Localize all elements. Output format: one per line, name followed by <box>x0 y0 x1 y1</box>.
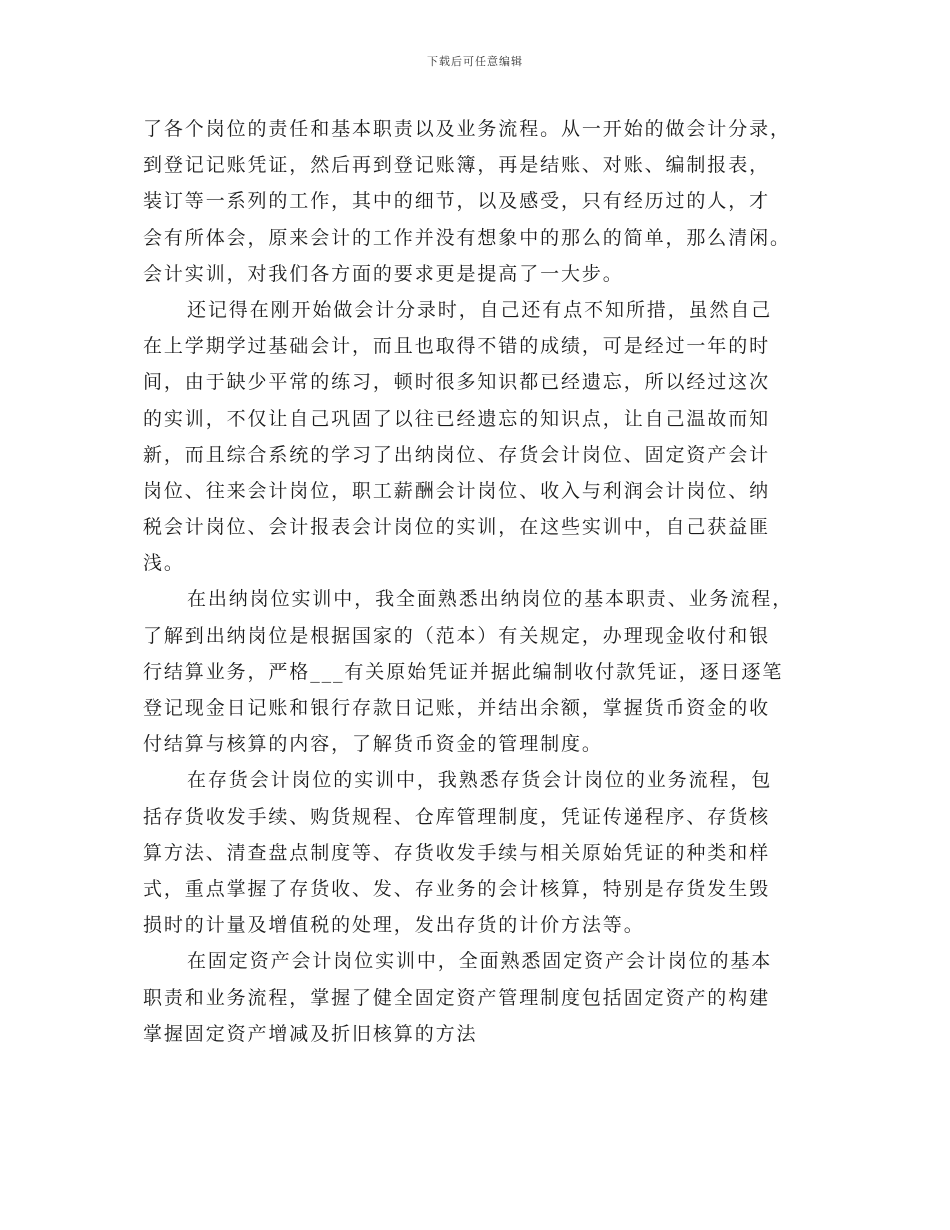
text-line: 在上学期学过基础会计，而且也取得不错的成绩，可是经过一年的时 <box>143 335 771 358</box>
text-line: 付结算与核算的内容，了解货币资金的管理制度。 <box>143 733 603 756</box>
text-line: 行结算业务，严格___有关原始凭证并据此编制收付款凭证，逐日逐笔 <box>143 660 784 683</box>
text-line: 登记现金日记账和银行存款日记账，并结出余额，掌握货币资金的收 <box>143 697 771 719</box>
text-line: 会有所体会，原来会计的工作并没有想象中的那么的简单，那么清闲。 <box>143 226 791 249</box>
document-body <box>143 111 828 1052</box>
text-line: 职责和业务流程，掌握了健全固定资产管理制度包括固定资产的构建 <box>143 986 771 1009</box>
text-line: 间，由于缺少平常的练习，顿时很多知识都已经遗忘，所以经过这次 <box>143 371 771 394</box>
text-line: 算方法、清查盘点制度等、存货收发手续与相关原始凭证的种类和样 <box>143 841 771 864</box>
text-line: 的实训，不仅让自己巩固了以往已经遗忘的知识点，让自己温故而知 <box>143 407 771 430</box>
text-line: 了解到出纳岗位是根据国家的（范本）有关规定，办理现金收付和银 <box>143 624 771 647</box>
text-line: 浅。 <box>143 552 185 575</box>
paragraph-4 <box>143 762 828 943</box>
text-line: 在出纳岗位实训中，我全面熟悉出纳岗位的基本职责、业务流程， <box>187 588 794 611</box>
text-line: 掌握固定资产增减及折旧核算的方法 <box>143 1022 478 1045</box>
text-line: 式，重点掌握了存货收、发、存业务的会计核算，特别是存货发生毁 <box>143 877 771 900</box>
paragraph-5 <box>143 943 828 1052</box>
paragraph-1 <box>143 111 828 292</box>
text-line: 损时的计量及增值税的处理，发出存货的计价方法等。 <box>143 914 645 937</box>
text-line: 装订等一系列的工作，其中的细节，以及感受，只有经历过的人，才 <box>143 190 771 213</box>
text-line: 税会计岗位、会计报表会计岗位的实训，在这些实训中，自己获益匪 <box>143 516 771 539</box>
text-line: 还记得在刚开始做会计分录时，自己还有点不知所措，虽然自己 <box>187 298 773 321</box>
text-line: 括存货收发手续、购货规程、仓库管理制度，凭证传递程序、存货核 <box>143 805 771 828</box>
text-line: 在固定资产会计岗位实训中，全面熟悉固定资产会计岗位的基本 <box>187 950 773 973</box>
paragraph-3 <box>143 581 828 762</box>
text-line: 岗位、往来会计岗位，职工薪酬会计岗位、收入与利润会计岗位、纳 <box>143 479 771 502</box>
text-line: 会计实训，对我们各方面的要求更是提高了一大步。 <box>143 262 624 285</box>
text-line: 在存货会计岗位的实训中，我熟悉存货会计岗位的业务流程，包 <box>187 769 773 792</box>
text-line: 新，而且综合系统的学习了出纳岗位、存货会计岗位、固定资产会计 <box>143 443 771 466</box>
page-header: 下载后可任意编辑 <box>427 55 523 68</box>
text-line: 到登记记账凭证，然后再到登记账簿，再是结账、对账、编制报表， <box>143 154 771 177</box>
paragraph-2 <box>143 292 828 582</box>
text-line: 了各个岗位的责任和基本职责以及业务流程。从一开始的做会计分录， <box>143 118 791 140</box>
